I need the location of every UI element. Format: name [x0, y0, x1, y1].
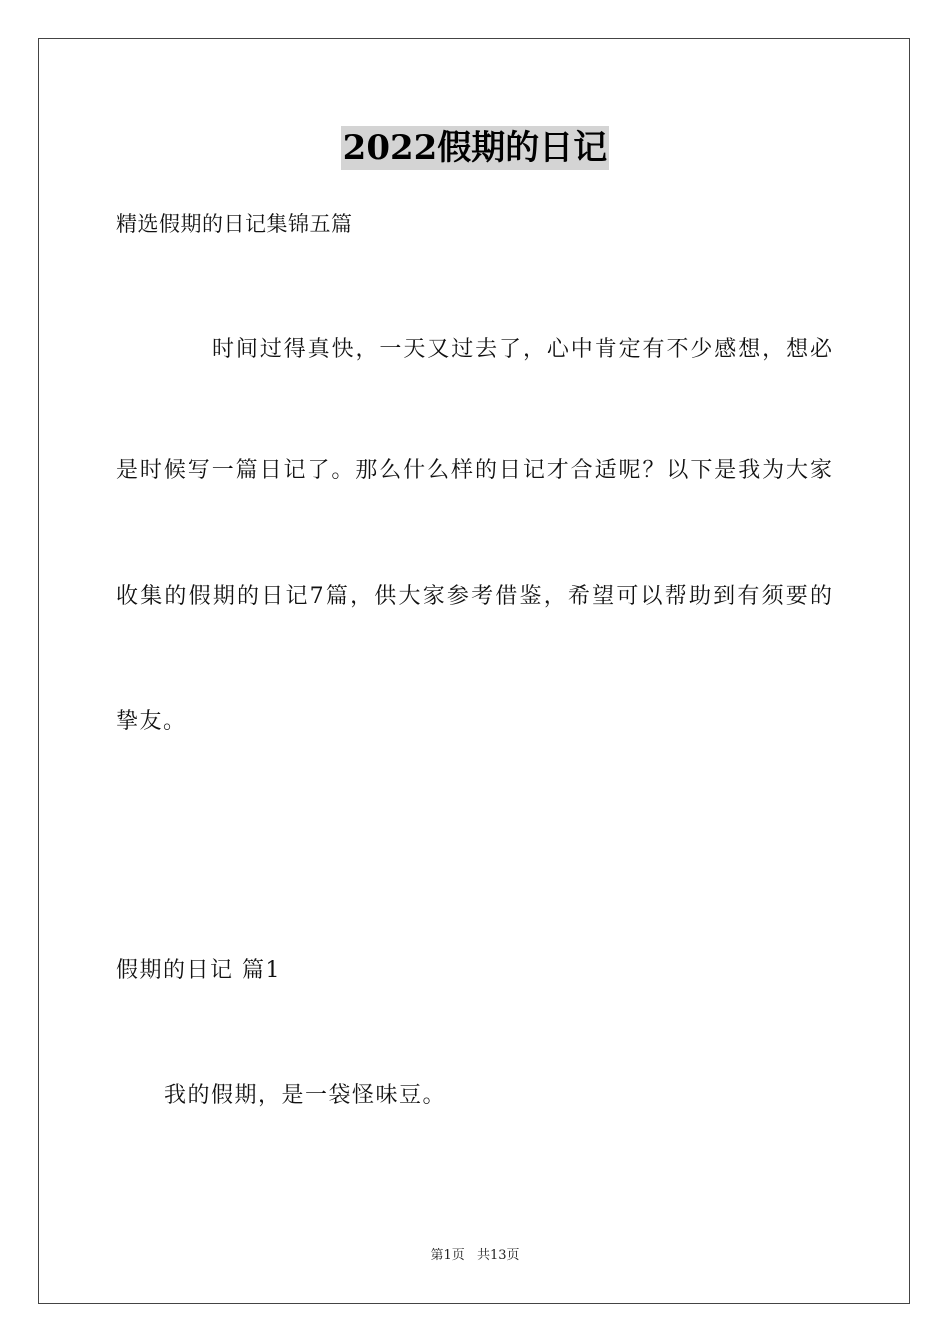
- document-title: [0, 126, 950, 170]
- intro-line-1: 时间过得真快，一天又过去了，心中肯定有不少感想，想必: [212, 337, 832, 362]
- page-total: 共13页: [476, 1248, 520, 1263]
- page-number: 第1页: [430, 1248, 465, 1263]
- page-footer: [0, 1247, 950, 1265]
- document-title-text: 2022假期的日记: [342, 128, 608, 168]
- section-heading: 假期的日记 篇1: [116, 958, 281, 983]
- section-body-line: 我的假期，是一袋怪味豆。: [164, 1083, 447, 1108]
- document-subtitle: 精选假期的日记集锦五篇: [116, 212, 353, 236]
- intro-line-3: 收集的假期的日记7篇，供大家参考借鉴，希望可以帮助到有须要的: [116, 584, 832, 609]
- intro-line-4: 挚友。: [116, 709, 187, 734]
- intro-line-2: 是时候写一篇日记了。那么什么样的日记才合适呢？以下是我为大家: [116, 458, 832, 483]
